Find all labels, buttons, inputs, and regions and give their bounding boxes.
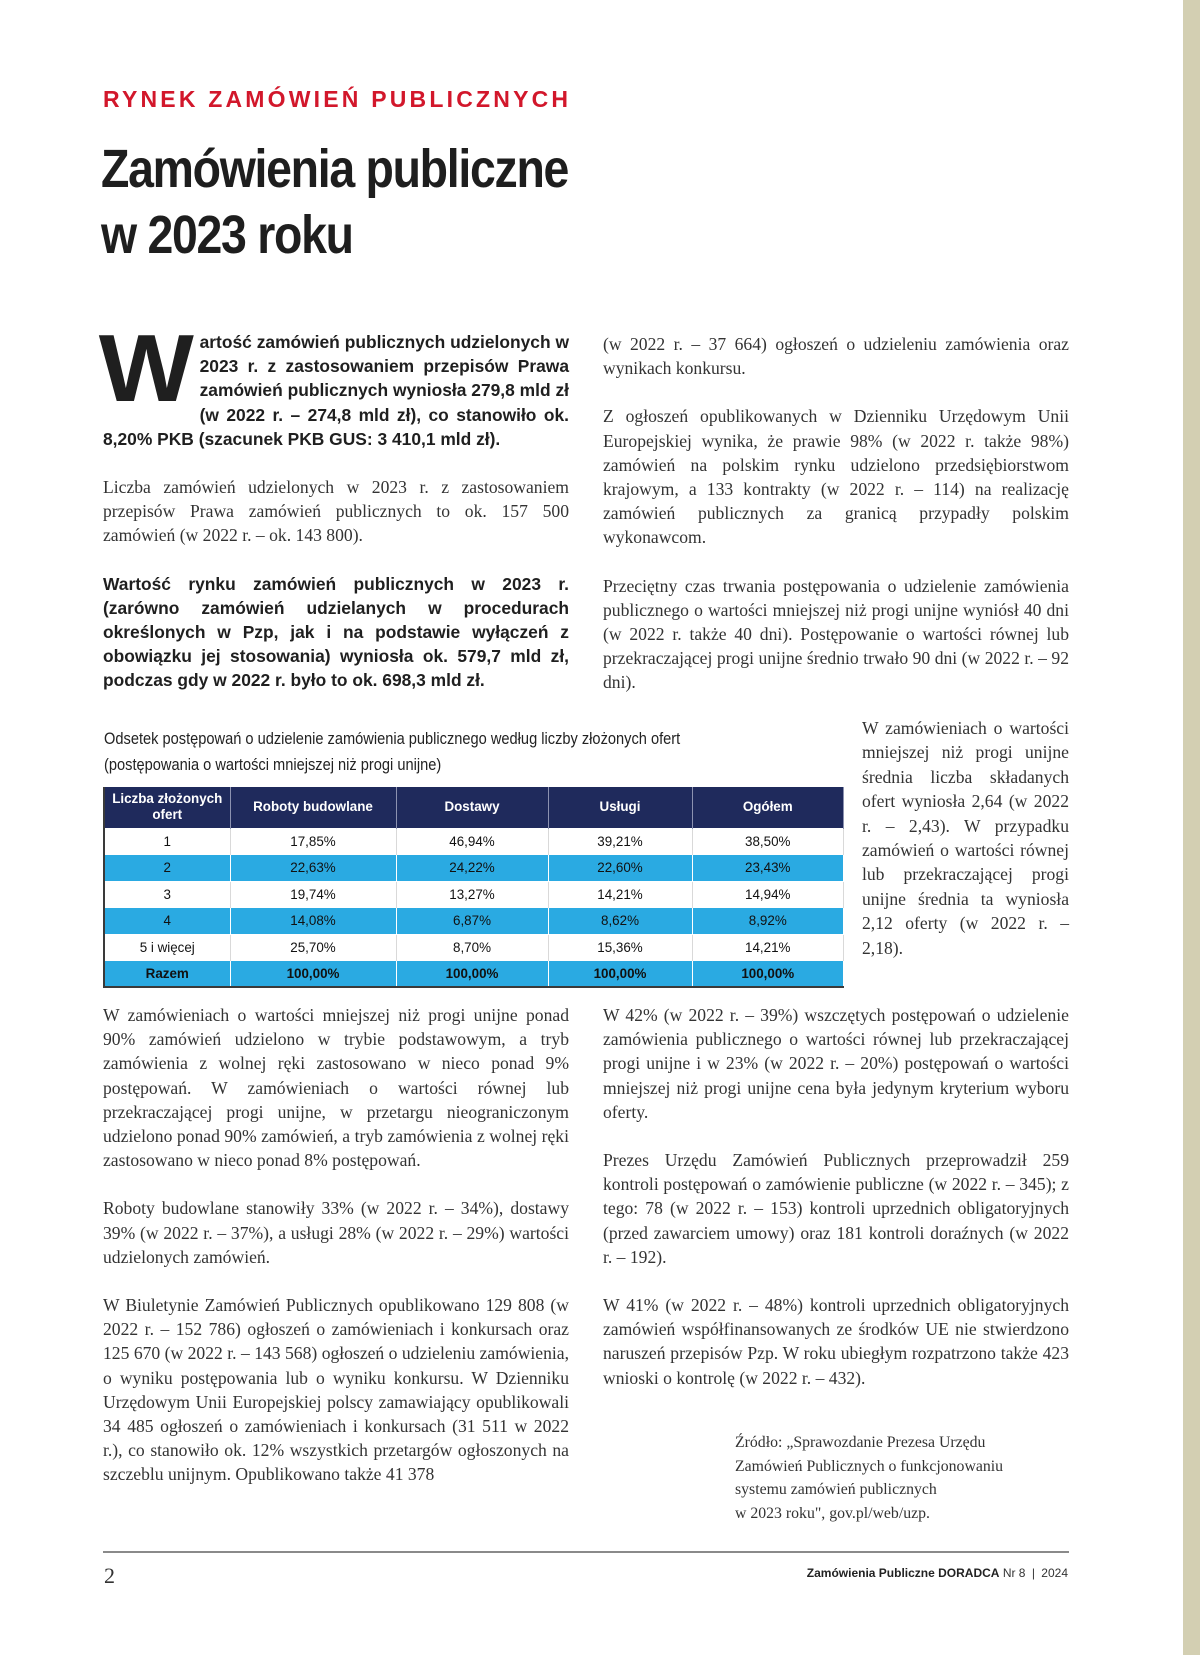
table-cell: 14,94% — [692, 881, 844, 908]
paragraph: Prezes Urzędu Zamówień Publicznych przeprowadził 259 kontroli postępowań o zamówienie publiczne (w 2022 r. – 345); z tego: 78 (w 2022 r. – 153) kontroli uprzednich obligatoryjnych (przed zawarciem umowy) oraz 181 kontroli doraźnych (w 2022 r. – 192). — [603, 1150, 1069, 1267]
table-header-row — [104, 787, 844, 828]
footer-divider — [103, 1551, 1069, 1553]
table-caption-line-2: (postępowania o wartości mniejszej niż progi unijne) — [104, 755, 442, 774]
table-row — [104, 855, 844, 882]
lead-paragraph — [98, 315, 569, 451]
column-header: Dostawy — [396, 787, 548, 828]
source-line: Zamówień Publicznych o funkcjonowaniu — [735, 1457, 1004, 1475]
table-row — [104, 881, 844, 908]
table-cell: 46,94% — [396, 828, 548, 855]
table-cell: 100,00% — [230, 961, 396, 988]
table-row — [104, 934, 844, 961]
table-cell: 14,21% — [692, 934, 844, 961]
column-header: Roboty budowlane — [230, 787, 396, 828]
table-row — [104, 828, 844, 855]
paragraph: Z ogłoszeń opublikowanych w Dzienniku Urzędowym Unii Europejskiej wynika, że prawie 98% (w 2022 r. także 98%) zamówień na polskim rynku udzielono przedsiębiorstwom krajowym, a 133 kontrakty (w 2022 r. – 114) na realizację zamówień publicznych za granicą przypadły polskim wykonawcom. — [603, 406, 1069, 548]
source-line: Źródło: „Sprawozdanie Prezesa Urzędu — [735, 1434, 986, 1451]
table-cell: 100,00% — [548, 961, 692, 988]
table-total-row — [104, 961, 844, 988]
paragraph: (w 2022 r. – 37 664) ogłoszeń o udzieleniu zamówienia oraz wynikach konkursu. — [603, 334, 1069, 379]
table-caption — [104, 726, 878, 778]
table-cell: 25,70% — [230, 934, 396, 961]
paragraph-bold: Wartość rynku zamówień publicznych w 2023 r. (zarówno zamówień udzielanych w procedurach określonych w Pzp, jak i na podstawie wyłączeń z obowiązku jej stosowania) wyniosła ok. 579,7 mld zł, podczas gdy w 2022 r. było to ok. 698,3 mld zł. — [103, 573, 569, 691]
paragraph: W 42% (w 2022 r. – 39%) wszczętych postępowań o udzielenie zamówienia publicznego o wartości równej lub przekraczającej progi unijne i w 23% (w 2022 r. – 20%) postępowań o wartości mniejszej niż progi unijne cena była jedynym kryterium wyboru oferty. — [603, 1005, 1069, 1122]
column-header: Liczba złożonych ofert — [104, 787, 230, 828]
title-line-1: Zamówienia publiczne — [101, 139, 569, 199]
table-cell: 14,08% — [230, 908, 396, 935]
table-cell: 100,00% — [396, 961, 548, 988]
paragraph: W Biuletynie Zamówień Publicznych opublikowano 129 808 (w 2022 r. – 152 786) ogłoszeń o zamówieniach i konkursach oraz 125 670 (w 2022 r. – 143 568) ogłoszeń o udzieleniu zamówienia, o wyniku postępowania lub o wyniku konkursu. W Dzienniku Urzędowym Unii Europejskiej polscy zamawiający opublikowali 34 485 ogłoszeń o zamówieniach i konkursach (31 511 w 2022 r.), co stanowiło ok. 12% wszystkich przetargów ogłoszonych na szczeblu unijnym. Opublikowano także 41 378 — [103, 1295, 569, 1485]
table-row — [104, 908, 844, 935]
left-column-bottom — [103, 1003, 569, 1511]
table-cell: 8,92% — [692, 908, 844, 935]
table-cell: 13,27% — [396, 881, 548, 908]
paragraph: W 41% (w 2022 r. – 48%) kontroli uprzednich obligatoryjnych zamówień współfinansowanych ze środków UE nie stwierdzono naruszeń przepisów Pzp. W roku ubiegłym rozpatrzono także 423 wnioski o kontrolę (w 2022 r. – 432). — [603, 1295, 1069, 1388]
source-line: systemu zamówień publicznych — [735, 1481, 937, 1498]
table-cell: 19,74% — [230, 881, 396, 908]
table-cell: 5 i więcej — [104, 934, 230, 961]
table-cell: 17,85% — [230, 828, 396, 855]
paragraph: W zamówieniach o wartości mniejszej niż progi unijne ponad 90% zamówień udzielono w trybie podstawowym, a tryb zamówienia z wolnej ręki zastosowano w nieco ponad 9% postępowań. W zamówieniach o wartości równej lub przekraczającej progi unijne, w przetargu nieograniczonym udzielono ponad 90% zamówień, a tryb zamówienia z wolnej ręki zastosowano w nieco ponad 8% postępowań. — [103, 1005, 569, 1171]
article-title — [101, 136, 703, 268]
offers-table — [103, 787, 844, 988]
table-cell: 22,63% — [230, 855, 396, 882]
footer-separator: | — [1031, 1566, 1035, 1580]
title-line-2: w 2023 roku — [101, 205, 353, 265]
table-caption-line-1: Odsetek postępowań o udzielenie zamówienia publicznego według liczby złożonych ofert — [104, 729, 681, 748]
table-cell: 100,00% — [692, 961, 844, 988]
table-cell: 1 — [104, 828, 230, 855]
section-kicker: RYNEK ZAMÓWIEŃ PUBLICZNYCH — [103, 86, 572, 112]
table-cell: 8,62% — [548, 908, 692, 935]
issue-number: Nr 8 — [1002, 1566, 1026, 1580]
table-cell: 14,21% — [548, 881, 692, 908]
table-cell: 23,43% — [692, 855, 844, 882]
source-line: w 2023 roku", gov.pl/web/uzp. — [735, 1504, 930, 1522]
table-cell: 24,22% — [396, 855, 548, 882]
column-header: Ogółem — [692, 787, 844, 828]
side-note-text: W zamówieniach o wartości mniejszej niż progi unijne średnia liczba składanych ofert wyniosła 2,64 (w 2022 r. – 2,43). W przypadku zamówień o wartości równej lub przekraczającej progi unijne średnia ta wyniosła 2,12 oferty (w 2022 r. – 2,18). — [862, 718, 1069, 958]
table-cell: 3 — [104, 881, 230, 908]
lead-text: artość zamówień publicznych udzielonych w 2023 r. z zastosowaniem przepisów Prawa zamówień publicznych wyniosła 279,8 mld zł (w 2022 r. – 274,8 mld zł), co stanowiło ok. 8,20% PKB (szacunek PKB GUS: 3 410,1 mld zł). — [103, 332, 569, 449]
table-cell: 2 — [104, 855, 230, 882]
right-column-bottom — [603, 1003, 1069, 1414]
table-cell: Razem — [104, 961, 230, 988]
table-cell: 39,21% — [548, 828, 692, 855]
table-cell: 22,60% — [548, 855, 692, 882]
table-cell: 6,87% — [396, 908, 548, 935]
table-cell: 4 — [104, 908, 230, 935]
page-edge-strip — [1183, 0, 1200, 1655]
publication-name: Zamówienia Publiczne DORADCA — [806, 1566, 1000, 1580]
footer-publication-info — [807, 1566, 1068, 1580]
issue-year: 2024 — [1041, 1566, 1068, 1580]
column-header: Usługi — [548, 787, 692, 828]
side-note — [862, 716, 1069, 984]
table-cell: 38,50% — [692, 828, 844, 855]
left-column-top — [98, 315, 569, 717]
right-column-top — [603, 332, 1069, 719]
paragraph: Przeciętny czas trwania postępowania o udzielenie zamówienia publicznego o wartości mniejszej niż progi unijne wyniósł 40 dni (w 2022 r. także 40 dni). Postępowanie o wartości równej lub przekraczającej progi unijne średnio trwało 90 dni (w 2022 r. – 92 dni). — [603, 575, 1069, 693]
drop-cap: W — [98, 315, 194, 422]
paragraph: Liczba zamówień udzielonych w 2023 r. z zastosowaniem przepisów Prawa zamówień publicznych to ok. 157 500 zamówień (w 2022 r. – ok. 143 800). — [103, 477, 569, 546]
source-note — [735, 1431, 1065, 1525]
page-number: 2 — [104, 1563, 115, 1588]
paragraph: Roboty budowlane stanowiły 33% (w 2022 r. – 34%), dostawy 39% (w 2022 r. – 37%), a usługi 28% (w 2022 r. – 29%) wartości udzielonych zamówień. — [103, 1198, 569, 1267]
table-cell: 8,70% — [396, 934, 548, 961]
table-cell: 15,36% — [548, 934, 692, 961]
